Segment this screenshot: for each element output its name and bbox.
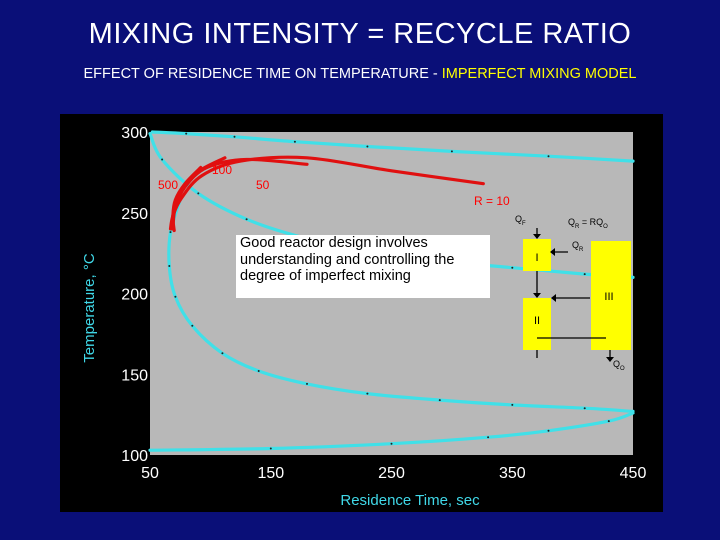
data-point: [168, 265, 170, 267]
x-tick-label: 350: [498, 465, 526, 482]
qo-label: $Q_O$: [613, 359, 625, 372]
qf-label: $Q_F$: [515, 214, 526, 227]
y-tick-label: 100: [121, 448, 148, 465]
x-tick-label: 150: [257, 465, 285, 482]
x-axis-label: Residence Time, sec: [340, 492, 480, 509]
data-point: [191, 325, 193, 327]
y-tick-label: 300: [121, 125, 148, 142]
data-point: [161, 159, 163, 161]
annotation-50: 50: [256, 178, 270, 192]
x-tick-label: 50: [141, 465, 159, 482]
box-ii-label: II: [533, 315, 541, 327]
qr-label: $Q_R$: [572, 240, 584, 253]
data-point: [246, 218, 248, 220]
qr-equation-label: $Q_R = RQ_O$: [568, 217, 608, 230]
data-point: [439, 399, 441, 401]
data-point: [234, 136, 236, 138]
data-point: [306, 383, 308, 385]
data-point: [548, 430, 550, 432]
data-point: [366, 393, 368, 395]
annotation-100: 100: [212, 163, 233, 177]
subtitle-main: EFFECT OF RESIDENCE TIME ON TEMPERATURE -: [83, 66, 438, 82]
data-point: [391, 443, 393, 445]
data-point: [197, 192, 199, 194]
annotation-500: 500: [158, 178, 179, 192]
note-text: Good reactor design involves understanding and controlling the degree of imperfect mixing: [240, 235, 455, 284]
annotation-r10: R = 10: [474, 194, 510, 208]
data-point: [487, 436, 489, 438]
box-iii-label: III: [604, 291, 614, 303]
data-point: [294, 141, 296, 143]
y-axis-label: Temperature, °C: [81, 253, 98, 363]
data-point: [511, 404, 513, 406]
subtitle-highlight: IMPERFECT MIXING MODEL: [441, 66, 637, 82]
data-point: [170, 231, 172, 233]
data-point: [221, 352, 223, 354]
x-tick-label: 450: [619, 465, 647, 482]
data-point: [366, 146, 368, 148]
slide-title: MIXING INTENSITY = RECYCLE RATIO: [88, 18, 632, 50]
data-point: [258, 370, 260, 372]
data-point: [511, 267, 513, 269]
data-point: [548, 155, 550, 157]
x-tick-label: 250: [378, 465, 405, 482]
data-point: [608, 420, 610, 422]
data-point: [174, 296, 176, 298]
data-point: [185, 133, 187, 135]
y-tick-label: 150: [121, 367, 148, 385]
y-tick-label: 250: [121, 205, 148, 223]
box-i-label: I: [535, 252, 539, 264]
y-tick-label: 200: [121, 286, 148, 304]
data-point: [584, 407, 586, 409]
data-point: [584, 273, 586, 275]
data-point: [451, 150, 453, 152]
data-point: [270, 448, 272, 450]
